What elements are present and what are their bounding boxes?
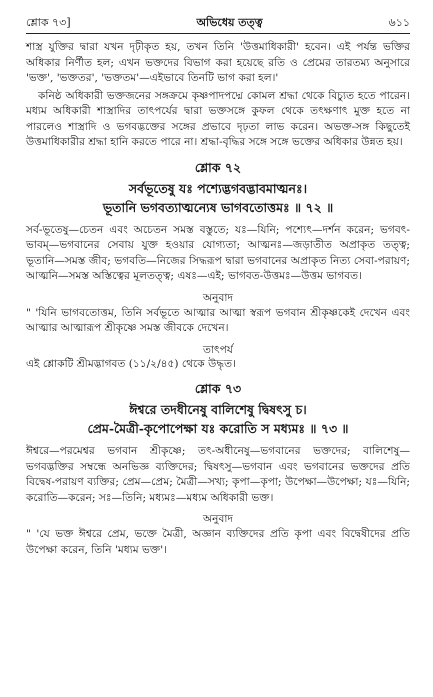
sanskrit-verse [26,179,410,217]
synonyms-paragraph: সর্ব-ভূতেষু—চেতন এবং অচেতন সমস্ত বস্তুতে; যঃ—যিনি; পশ্যেৎ—দর্শন করেন; ভগবৎ-ভাবম্—ভগবানের সেবায় যুক্ত হওয়ার যোগ্যতা; আত্মনঃ—জড়াতীত অপ্রাকৃত তত্ত্ব; ভূতানি—সমস্ত জীব; ভগবতি—নিজের সিদ্ধরূপ দ্বারা ভগবানের অপ্রাকৃত নিত্য সেবা-পরায়ণ; আত্মনি—সমস্ত অস্তিত্বের মূলতত্ত্ব; এষঃ—এই; ভাগবত-উত্তমঃ—উত্তম ভাগবত। [26,223,410,282]
verse-line: ঈশ্বরে তদধীনেষু বালিশেষু দ্বিষৎসু চ। [129,402,307,417]
verse-heading: শ্লোক ৭৩ [194,381,242,396]
book-page [26,14,410,558]
purport-paragraph: এই শ্লোকটি শ্রীমদ্ভাগবত (১১/২/৪৫) থেকে উদ্ধৃত। [26,357,236,370]
body-paragraph: শাস্ত্র যুক্তির দ্বারা যখন দৃঢ়ীকৃত হয়, তখন তিনি 'উত্তমাধিকারী' হবেন। এই পর্যন্ত ভক্তির অধিকার নির্ণীত হল; এখন ভক্তদের বিভাগ করা হয়েছে রতি ও প্রেমের তারতম্য অনুসারে 'ভক্ত', 'ভক্ততর', 'ভক্ততম'—এইভাবে তিনটি ভাগ করা হল।' [26,41,410,84]
translation-paragraph: " 'যে ভক্ত ঈশ্বরে প্রেম, ভক্তে মৈত্রী, অজ্ঞান ব্যক্তিদের প্রতি কৃপা এবং বিদ্বেষীদের প্রতি উপেক্ষা করেন, তিনি 'মধ্যম ভক্ত'। [26,528,410,556]
page-number: ৬১১ [388,16,410,29]
running-header [26,14,410,34]
translation-label: অনুবাদ [202,291,234,304]
body-paragraph: কনিষ্ঠ অধিকারী ভক্তজনের সঙ্গক্রমে কৃষ্ণপাদপদ্মে কোমল শ্রদ্ধা থেকে বিচ্যুত হতে পারেন। মধ্যম অধিকারী শাস্ত্রাদির তাৎপর্যের দ্বারা ভক্তসঙ্গে কুফল থেকে তৎক্ষণাৎ মুক্ত হতে না পারলেও শাস্ত্রাদি ও ভগবদ্ভক্তের সঙ্গের প্রভাবে দৃঢ়তা লাভ করেন। অভক্ত-সঙ্গ কিছুতেই উত্তমাধিকারীর শ্রদ্ধা হানি করতে পারে না। শ্রদ্ধা-বৃদ্ধির সঙ্গে সঙ্গে ভক্তের অধিকার উন্নত হয়। [26,89,410,148]
purport-label: তাৎপর্য [203,343,233,356]
verse-line: সর্বভূতেষু যঃ পশ্যেদ্ভগবদ্ভাবমাত্মনঃ। [128,180,308,196]
header-chapter-title: অভিধেয় তত্ত্ব [196,16,263,29]
verse-heading: শ্লোক ৭২ [194,159,242,175]
verse-line: ভূতানি ভগবত্যাত্মন্যেষ ভাগবতোত্তমঃ ॥ ৭২ ॥ [102,199,334,215]
verse-line: প্রেম-মৈত্রী-কৃপোপেক্ষা যঃ করোতি স মধ্যমঃ ॥ ৭৩ ॥ [87,421,349,436]
header-verse-ref: শ্লোক ৭৩] [26,16,71,29]
sanskrit-verse [26,400,410,438]
synonyms-paragraph: ঈশ্বরে—পরমেশ্বর ভগবান শ্রীকৃষ্ণে; তৎ-অধীনেষু—ভগবানের ভক্তদের; বালিশেষু—ভগবদ্ভক্তির সম্বন্ধে অনভিজ্ঞ ব্যক্তিদের; দ্বিষৎসু—ভগবান এবং ভগবানের ভক্তদের প্রতি বিদ্বেষ-পরায়ণ ব্যক্তির; প্রেম—প্রেম; মৈত্রী—সখ্য; কৃপা—কৃপা; উপেক্ষা—উপেক্ষা; যঃ—যিনি; করোতি—করেন; সঃ—তিনি; মধ্যমঃ—মধ্যম অধিকারী ভক্ত। [26,445,410,504]
translation-label: অনুবাদ [202,513,234,525]
translation-paragraph: " 'যিনি ভাগবতোত্তম, তিনি সর্বভূতে আত্মার আত্মা স্বরূপ ভগবান শ্রীকৃষ্ণকেই দেখেন এবং আত্মার আত্মারূপ শ্রীকৃষ্ণে সমস্ত জীবকে দেখেন। [26,306,410,334]
